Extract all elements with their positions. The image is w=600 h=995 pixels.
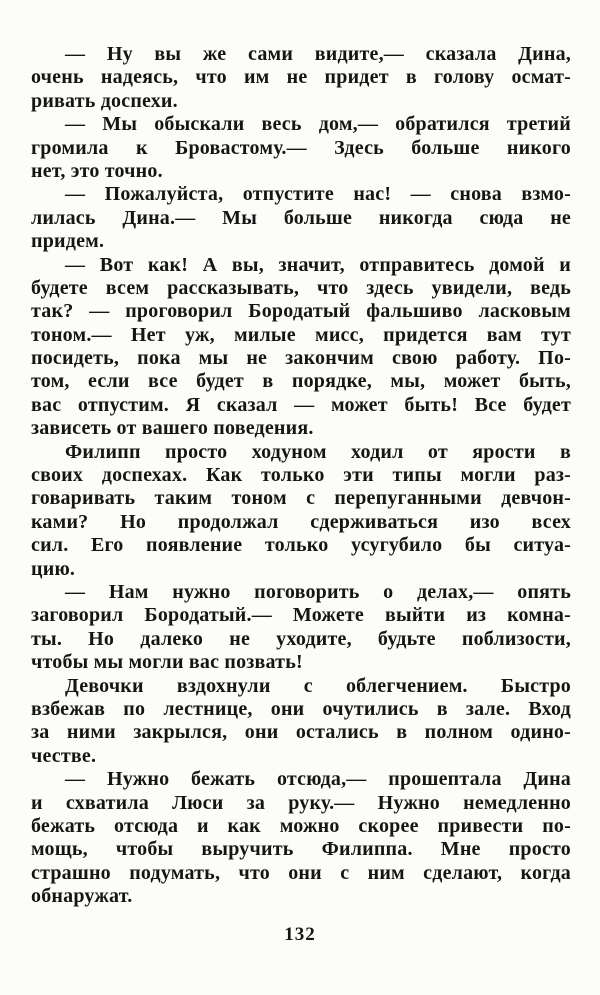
text-line: — Пожалуйста, отпустите нас! — снова взмо- xyxy=(65,183,571,206)
text-line: Девочки вздохнули с облегчением. Быстро xyxy=(65,674,571,697)
text-line: заговорил Бородатый.— Можете выйти из комна- xyxy=(31,604,571,627)
text-line: чтобы мы могли вас позвать! xyxy=(31,651,303,674)
text-line: ривать доспехи. xyxy=(31,89,178,112)
text-line: нет, это точно. xyxy=(31,159,163,182)
text-line: ты. Но далеко не уходите, будьте поблизости, xyxy=(31,627,571,650)
text-line: обнаружат. xyxy=(31,885,133,908)
text-line: придем. xyxy=(31,230,105,253)
text-line: своих доспехах. Как только эти типы могли раз- xyxy=(31,464,571,487)
text-line: так? — проговорил Бородатый фальшиво ласковым xyxy=(31,300,571,323)
text-line: очень надеясь, что им не придет в голову осмат- xyxy=(31,66,571,89)
text-line: тоном.— Нет уж, милые мисс, придется вам тут xyxy=(31,323,571,346)
text-line: лилась Дина.— Мы больше никогда сюда не xyxy=(31,206,571,229)
page-number: 132 xyxy=(284,924,316,945)
text-line: страшно подумать, что они с ним сделают, когда xyxy=(31,861,571,884)
text-line: громила к Бровастому.— Здесь больше никого xyxy=(31,136,571,159)
text-line: Филипп просто ходуном ходил от ярости в xyxy=(65,440,571,463)
text-line: том, если все будет в порядке, мы, может быть, xyxy=(31,370,571,393)
text-line: зависеть от вашего поведения. xyxy=(31,417,314,440)
text-line: посидеть, пока мы не закончим свою работу. По- xyxy=(31,347,571,370)
text-line: ками? Но продолжал сдерживаться изо всех xyxy=(31,510,571,533)
text-line: говаривать таким тоном с перепуганными девчон- xyxy=(31,487,571,510)
text-line: и схватила Люси за руку.— Нужно немедленно xyxy=(31,791,571,814)
text-block xyxy=(31,43,571,908)
text-line: — Мы обыскали весь дом,— обратился третий xyxy=(65,113,571,136)
text-line: вас отпустим. Я сказал — может быть! Все будет xyxy=(31,393,571,416)
text-line: — Нам нужно поговорить о делах,— опять xyxy=(65,580,571,603)
text-line: честве. xyxy=(31,744,97,767)
text-line: цию. xyxy=(31,557,76,580)
text-line: — Нужно бежать отсюда,— прошептала Дина xyxy=(65,768,571,791)
text-line: взбежав по лестнице, они очутились в зале. Вход xyxy=(31,697,571,720)
text-line: будете всем рассказывать, что здесь увидели, ведь xyxy=(31,276,571,299)
text-line: — Вот как! А вы, значит, отправитесь домой и xyxy=(65,253,571,276)
text-line: за ними закрылся, они остались в полном одино- xyxy=(31,721,571,744)
text-line: сил. Его появление только усугубило бы ситуа- xyxy=(31,534,571,557)
text-line: бежать отсюда и как можно скорее привести по- xyxy=(31,814,571,837)
text-line: мощь, чтобы выручить Филиппа. Мне просто xyxy=(31,838,571,861)
text-line: — Ну вы же сами видите,— сказала Дина, xyxy=(65,43,571,65)
